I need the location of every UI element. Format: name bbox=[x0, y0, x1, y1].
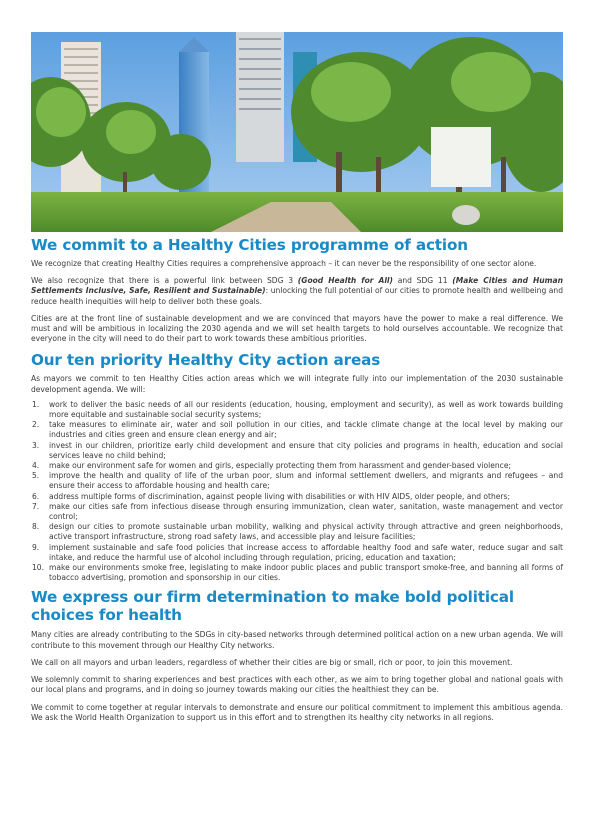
action-areas-list bbox=[31, 400, 563, 584]
list-item bbox=[31, 441, 563, 461]
list-number: 1. bbox=[32, 399, 40, 409]
list-number: 6. bbox=[32, 491, 40, 501]
list-number: 8. bbox=[32, 522, 40, 532]
paragraph-front-line: Cities are at the front line of sustainable development and we are convinced that mayors have the power to make a real difference. We must and will be ambitious in localizing the 2030 agenda and we will set health targets to hold ourselves accountable. We recognize that everyone in the city will need to do their part to work towards these ambitious priorities. bbox=[31, 313, 563, 344]
list-item bbox=[31, 461, 563, 471]
list-text: make our environment safe for women and girls, especially protecting them from harassment and gender-based violence; bbox=[49, 461, 511, 471]
list-text: take measures to eliminate air, water and soil pollution in our cities, and tackle climate change at the local level by making our industries and cities green and ensure clean energy and air; bbox=[49, 420, 563, 440]
list-number: 7. bbox=[32, 501, 40, 511]
list-number: 5. bbox=[32, 471, 40, 481]
list-text: make our cities safe from infectious disease through ensuring immunization, clean water, sanitation, waste management and vector control; bbox=[49, 501, 563, 522]
paragraph-action-intro: As mayors we commit to ten Healthy Cities action areas which we will integrate fully into our implementation of the 2030 sustainable development agenda. We will: bbox=[31, 374, 563, 394]
paragraph-sharing-experiences: We solemnly commit to sharing experiences and best practices with each other, as we aim to bring together global and national goals with our local plans and programs, and in doing so journey towards making our cities the healthiest they can be. bbox=[31, 675, 563, 695]
list-number: 2. bbox=[32, 420, 40, 430]
list-number: 3. bbox=[32, 440, 40, 450]
list-item bbox=[31, 543, 563, 563]
sdg-text-1: We also recognize that there is a powerful link between SDG 3 bbox=[31, 276, 298, 286]
sdg-text-2: and SDG 11 bbox=[392, 276, 453, 286]
list-text: implement sustainable and safe food policies that increase access to affordable healthy food and safe water, reduce sugar and salt intake, and reduce the harmful use of alcohol including through regulation, pricing, education and taxation; bbox=[49, 542, 563, 562]
sdg-text-3: : unlocking the full potential of our cities to promote health and wellbeing and reduce health inequities will help to deliver both these goals. bbox=[31, 286, 563, 306]
section-heading-programme: We commit to a Healthy Cities programme of action bbox=[31, 236, 468, 254]
city-park-photo bbox=[31, 32, 563, 232]
list-number: 10. bbox=[32, 563, 45, 573]
list-item bbox=[31, 502, 563, 522]
list-item bbox=[31, 420, 563, 440]
paragraph-sdg-link bbox=[31, 276, 563, 307]
section-heading-political-choices: We express our firm determination to make bold political choices for health bbox=[31, 588, 514, 625]
sdg3-title: (Good Health for All) bbox=[297, 276, 393, 286]
list-item bbox=[31, 400, 563, 420]
paragraph-city-networks: Many cities are already contributing to the SDGs in city-based networks through determined political action on a new urban agenda. We will contribute to this movement through our Healthy City networks. bbox=[31, 630, 563, 650]
list-text: invest in our children, prioritize early child development and ensure that city policies and programs in health, education and social services leave no child behind; bbox=[49, 440, 563, 460]
list-text: design our cities to promote sustainable urban mobility, walking and physical activity through attractive and green neighborhoods, active transport infrastructure, strong road safety laws, and accessible play and leisure facilities; bbox=[49, 522, 563, 542]
list-text: improve the health and quality of life of the urban poor, slum and informal settlement dwellers, and migrants and refugees – and ensure their access to affordable housing and health care; bbox=[49, 471, 563, 491]
list-item bbox=[31, 522, 563, 542]
list-text: work to deliver the basic needs of all our residents (education, housing, employment and security), as well as work towards building more equitable and sustainable social security systems; bbox=[49, 399, 563, 420]
list-item bbox=[31, 492, 563, 502]
list-number: 9. bbox=[32, 542, 40, 552]
paragraph-call-on-mayors: We call on all mayors and urban leaders, regardless of whether their cities are big or small, rich or poor, to join this movement. bbox=[31, 657, 513, 667]
list-item bbox=[31, 563, 563, 583]
list-text: address multiple forms of discrimination, against people living with disabilities or with HIV AIDS, older people, and others; bbox=[49, 491, 511, 501]
list-item bbox=[31, 471, 563, 491]
list-text: make our environments smoke free, legislating to make indoor public places and public transport smoke-free, and banning all forms of tobacco advertising, promotion and sponsorship in our cities. bbox=[49, 563, 563, 583]
paragraph-regular-intervals: We commit to come together at regular intervals to demonstrate and ensure our political commitment to implement this ambitious agenda. We ask the World Health Organization to support us in this effort and to strengthen its healthy city networks in all regions. bbox=[31, 702, 563, 722]
sdg11-title: (Make Cities and Human Settlements Inclusive, Safe, Resilient and Sustainable) bbox=[31, 276, 564, 296]
list-number: 4. bbox=[32, 461, 40, 471]
city-park-illustration bbox=[31, 32, 563, 232]
paragraph-comprehensive-approach: We recognize that creating Healthy Cities requires a comprehensive approach – it can never be the responsibility of one sector alone. bbox=[31, 259, 537, 268]
section-heading-action-areas: Our ten priority Healthy City action areas bbox=[31, 351, 381, 370]
